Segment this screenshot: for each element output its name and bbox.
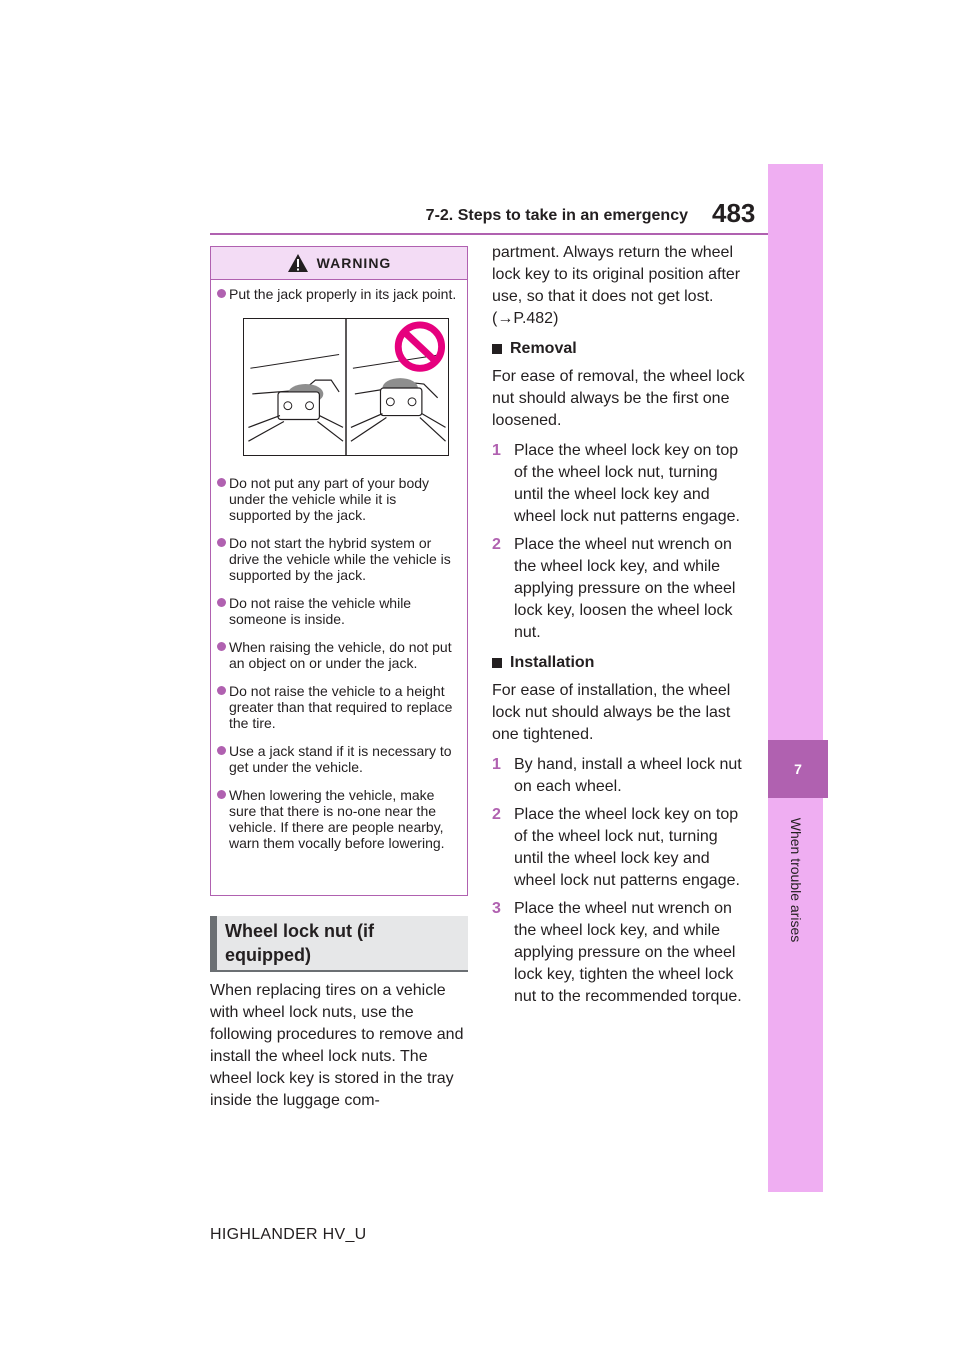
warning-item-text: Put the jack properly in its jack point. <box>229 286 457 302</box>
step-text: Place the wheel lock key on top of the wheel lock nut, turning until the wheel lock key and wheel lock nut patterns engage. <box>514 442 740 525</box>
step-number: 1 <box>492 442 501 459</box>
installation-intro: For ease of installation, the wheel lock nut should always be the last one tightened. <box>492 682 731 743</box>
step-number: 2 <box>492 806 501 823</box>
bullet-icon <box>217 790 226 799</box>
installation-step <box>492 804 748 892</box>
chapter-side-tab <box>768 164 823 1192</box>
warning-item-text: When raising the vehicle, do not put an object on or under the jack. <box>229 639 452 671</box>
warning-item <box>217 743 459 775</box>
step-text: Place the wheel nut wrench on the wheel lock key, and while applying pressure on the wheel lock key, tighten the wheel lock nut to the recommended torque. <box>514 900 742 1005</box>
bullet-icon <box>217 538 226 547</box>
prohibition-icon <box>398 325 441 368</box>
removal-heading <box>492 338 748 360</box>
removal-title: Removal <box>510 340 577 357</box>
bullet-icon <box>217 598 226 607</box>
page-number: 483 <box>712 198 756 228</box>
removal-step <box>492 534 748 644</box>
warning-title: WARNING <box>316 255 392 271</box>
step-text: Place the wheel nut wrench on the wheel lock key, and while applying pressure on the wheel lock key, loosen the wheel lock nut. <box>514 536 736 641</box>
installation-heading <box>492 652 748 674</box>
chapter-label: When trouble arises <box>788 817 804 943</box>
bullet-icon <box>217 746 226 755</box>
step-number: 1 <box>492 756 501 773</box>
section-intro-right: partment. Always return the wheel lock key to its original position after use, so that it does not get lost. (→P.482) <box>492 244 741 327</box>
warning-item-text: When lowering the vehicle, make sure that there is no-one near the vehicle. If there are people nearby, warn them vocally before lowering. <box>229 787 445 851</box>
square-bullet-icon <box>492 344 502 354</box>
warning-item-text: Use a jack stand if it is necessary to get under the vehicle. <box>229 743 452 775</box>
warning-item <box>217 475 459 523</box>
warning-item <box>217 595 459 627</box>
warning-item-text: Do not raise the vehicle while someone is inside. <box>229 595 412 627</box>
header-rule <box>210 233 768 235</box>
step-text: Place the wheel lock key on top of the wheel lock nut, turning until the wheel lock key and wheel lock nut patterns engage. <box>514 806 740 889</box>
bullet-icon <box>217 289 226 298</box>
removal-step <box>492 440 748 528</box>
square-bullet-icon <box>492 658 502 668</box>
jack-placement-illustration <box>243 318 449 456</box>
section-title: 7-2. Steps to take in an emergency <box>425 207 688 224</box>
warning-item <box>217 286 459 302</box>
warning-item <box>217 787 459 851</box>
warning-item <box>217 683 459 731</box>
warning-item <box>217 639 459 671</box>
step-number: 3 <box>492 900 501 917</box>
warning-item-text: Do not raise the vehicle to a height greater than that required to replace the tire. <box>229 683 453 731</box>
warning-item-text: Do not put any part of your body under the vehicle while it is supported by the jack. <box>229 475 430 523</box>
warning-item-text: Do not start the hybrid system or drive the vehicle while the vehicle is supported by the jack. <box>229 535 451 583</box>
section-intro-left: When replacing tires on a vehicle with wheel lock nuts, use the following procedures to remove and install the wheel lock nuts. The wheel lock key is stored in the tray inside the luggage com- <box>210 982 464 1109</box>
bullet-icon <box>217 642 226 651</box>
warning-box <box>210 246 468 896</box>
warning-header <box>211 247 467 280</box>
removal-intro: For ease of removal, the wheel lock nut should always be the first one loosened. <box>492 368 745 429</box>
footer-model: HIGHLANDER HV_U <box>210 1226 367 1243</box>
installation-step <box>492 898 748 1008</box>
chapter-number: 7 <box>768 740 828 798</box>
installation-step <box>492 754 748 798</box>
step-number: 2 <box>492 536 501 553</box>
section-heading: Wheel lock nut (if equipped) <box>210 916 468 972</box>
right-column <box>492 242 748 1014</box>
step-text: By hand, install a wheel lock nut on each wheel. <box>514 756 742 795</box>
installation-title: Installation <box>510 654 595 671</box>
bullet-icon <box>217 478 226 487</box>
bullet-icon <box>217 686 226 695</box>
warning-triangle-icon <box>287 253 309 273</box>
warning-item <box>217 535 459 583</box>
warning-list <box>211 280 467 851</box>
